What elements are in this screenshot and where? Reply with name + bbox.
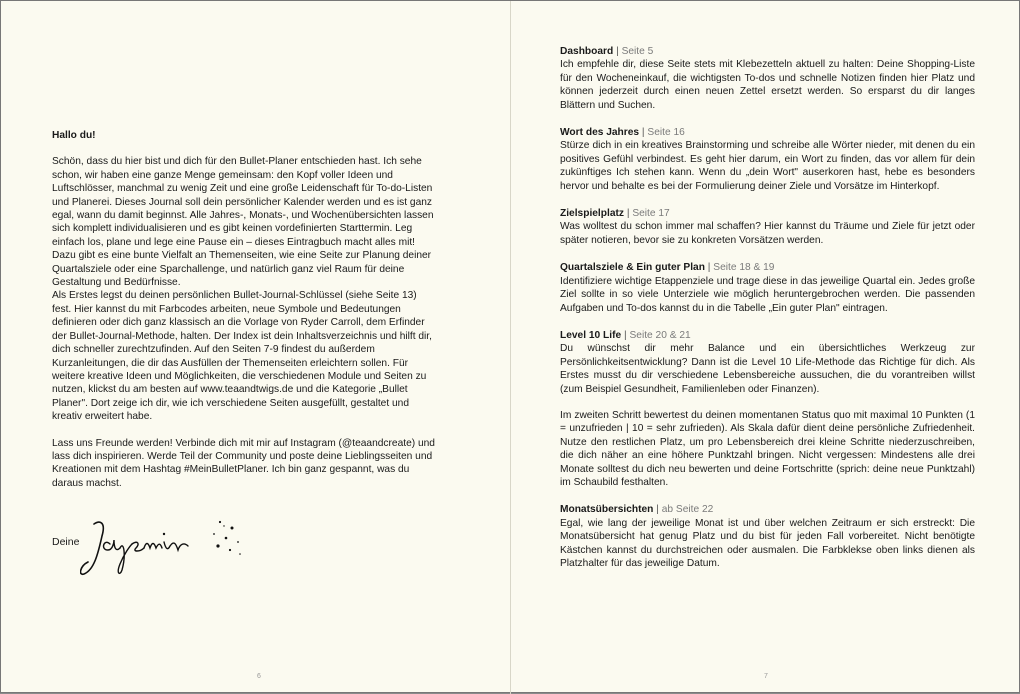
section-title: Wort des Jahres	[560, 127, 640, 139]
left-page	[1, 1, 510, 694]
separator: |	[707, 262, 711, 274]
greeting: Hallo du!	[52, 130, 96, 141]
section-heading	[560, 503, 975, 516]
section-wort-des-jahres	[560, 126, 975, 193]
section-page-ref: Seite 20 & 21	[629, 329, 691, 341]
section-heading	[560, 126, 975, 139]
section-quartalsziele	[560, 261, 975, 315]
separator: |	[656, 504, 659, 516]
section-page-ref: Seite 17	[632, 208, 670, 220]
section-monatsuebersichten	[560, 503, 975, 570]
section-title: Level 10 Life	[560, 329, 622, 341]
section-text: Egal, wie lang der jeweilige Monat ist und über welchen Zeitraum er sich erstreckt: Die Monatsübersicht hat genug Platz und du bist für jeden Fall vorbereitet. Nicht benötigte Kästchen kannst du durchstreichen oder ausmalen. Die Farbklekse oben links dienen als Platzhalter für das jeweilige Datum.	[560, 517, 975, 569]
section-page-ref: Seite 5	[621, 46, 654, 57]
intro-paragraph: Als Erstes legst du deinen persönlichen Bullet-Journal-Schlüssel (siehe Seite 13) fest. Hier kannst du mit Farbcodes arbeiten, neue Symbole und Bedeutungen definieren oder dich ganz klassisch an die Vorlage von Ryder Carroll, dem Erfinder der Bullet-Journal-Methode, halten. Der Index ist dein Inhaltsverzeichnis und hilft dir, dich schneller zurechtzufinden. Auf den Seiten 7-9 findest du außerdem Kurzanleitungen, die dir das Ausfüllen der Themenseiten erleichtern sollen. Für weitere kreative Ideen und Möglichkeiten, die verschiedenen Module und Seiten zu nutzen, klickst du am besten auf www.teaandtwigs.de und die Kategorie „Bullet Planer". Dort zeige ich dir, wie ich verschiedene Seiten ausgefüllt, gestaltet und kreativ erweitert habe.	[52, 290, 432, 423]
intro-paragraph: Lass uns Freunde werden! Verbinde dich mit mir auf Instagram (@teaandcreate) und lass dich inspirieren. Werde Teil der Community und poste deine Lieblingsseiten und Kreationen mit dem Hashtag #MeinBulletPlaner. Ich bin ganz gespannt, was du daraus machst.	[52, 437, 435, 489]
section-title: Dashboard	[560, 46, 614, 57]
section-text: Identifiziere wichtige Etappenziele und trage diese in das jeweilige Quartal ein. Jedes große Ziel sollte in so viele Unterziele wie möglich heruntergebrochen werden. Die passenden Aufgaben und To-dos kannst du in die Tabelle „Ein guter Plan" eintragen.	[560, 275, 975, 314]
section-title: Zielspielplatz	[560, 208, 624, 220]
separator: |	[616, 46, 619, 57]
section-text: Stürze dich in ein kreatives Brainstorming und schreibe alle Wörter nieder, mit denen du ein positives Gefühl verbindest. Es geht hier darum, ein Wort zu finden, das vor allem für dein zukünftiges Ich stehen kann. Wenn du „dein Wort" auserkoren hast, hebe es besonders hervor und behalte es bei der Formulierung deiner Ziele und Vorsätze im Hinterkopf.	[560, 140, 975, 192]
section-text: Im zweiten Schritt bewertest du deinen momentanen Status quo mit maximal 10 Punkten (1 = unzufrieden | 10 = sehr zufrieden). Als Skala dafür dient deine persönliche Zufriedenheit. Nutze den restlichen Platz, um pro Lebensbereich drei kleine Schritte niederzuschreiben, die dich näher an eine höhere Punktzahl bringen. Nicht vergessen: Mindestens alle drei Monate solltest du dich neu bewerten und deine Fortschritte (sprich: deine neue Punktzahl) im Schaubild festhalten.	[560, 409, 975, 488]
section-heading	[560, 329, 975, 342]
section-level-10-life	[560, 329, 975, 489]
section-page-ref: Seite 18 & 19	[713, 262, 775, 274]
page-number: 6	[257, 673, 261, 680]
section-text: Du wünschst dir mehr Balance und ein übersichtliches Werkzeug zur Persönlichkeitsentwicklung? Dann ist die Level 10 Life-Methode das Richtige für dich. Als Erstes musst du dir verschiedene Lebensbereiche aussuchen, die du vorantreiben willst (zum Beispiel Gesundheit, Familienleben oder Finanzen).	[560, 343, 975, 395]
intro-paragraph: Schön, dass du hier bist und dich für den Bullet-Planer entschieden hast. Ich sehe schon, wir haben eine ganze Menge gemeinsam: den Kopf voller Ideen und Luftschlösser, manchmal zu wenig Zeit und eine große Leidenschaft für To-do-Listen und Planerei. Dieses Journal soll dein persönlicher Kalender werden und es ist ganz egal, wann du damit beginnst. Alle Jahres-, Monats-, und Wochenübersichten lassen sich komplett individualisieren und es gibt keinen vordefinierten Starttermin. Leg einfach los, plane und lege eine Pause ein – dieses Eintragbuch macht alles mit! Dazu gibt es eine bunte Vielfalt an Themenseiten, wie eine Seite zur Planung deiner Quartalsziele oder eine Sparchallenge, und natürlich ganz viel Raum für deine Gestaltung und Bedürfnisse.	[52, 156, 434, 289]
right-page	[511, 1, 1020, 694]
guide-sections	[560, 45, 975, 584]
section-title: Monatsübersichten	[560, 504, 654, 516]
section-heading	[560, 45, 975, 58]
section-title: Quartalsziele & Ein guter Plan	[560, 262, 705, 274]
page-number: 7	[764, 673, 768, 680]
section-heading	[560, 207, 975, 220]
section-heading	[560, 261, 975, 274]
section-page-ref: Seite 16	[647, 127, 685, 139]
section-dashboard	[560, 45, 975, 112]
intro-letter	[52, 129, 437, 490]
section-text: Was wolltest du schon immer mal schaffen? Hier kannst du Träume und Ziele für jetzt oder später notieren, bevor sie zu konkreten Vorsätzen werden.	[560, 221, 975, 246]
separator: |	[624, 329, 627, 341]
signature-block	[52, 514, 272, 584]
separator: |	[641, 127, 645, 139]
separator: |	[626, 208, 630, 220]
section-text: Ich empfehle dir, diese Seite stets mit Klebezetteln aktuell zu halten: Deine Shopping-Liste für den Wocheneinkauf, die wichtigsten To-dos und schnelle Notizen finden hier Platz und können jederzeit durch einen neuen Zettel ersetzt werden. So ersparst du dir langes Blättern und Suchen.	[560, 59, 975, 111]
signoff: Deine	[52, 536, 80, 548]
handwritten-signature-jasmin	[80, 514, 270, 584]
section-zielspielplatz	[560, 207, 975, 247]
section-page-ref: ab Seite 22	[661, 504, 714, 516]
